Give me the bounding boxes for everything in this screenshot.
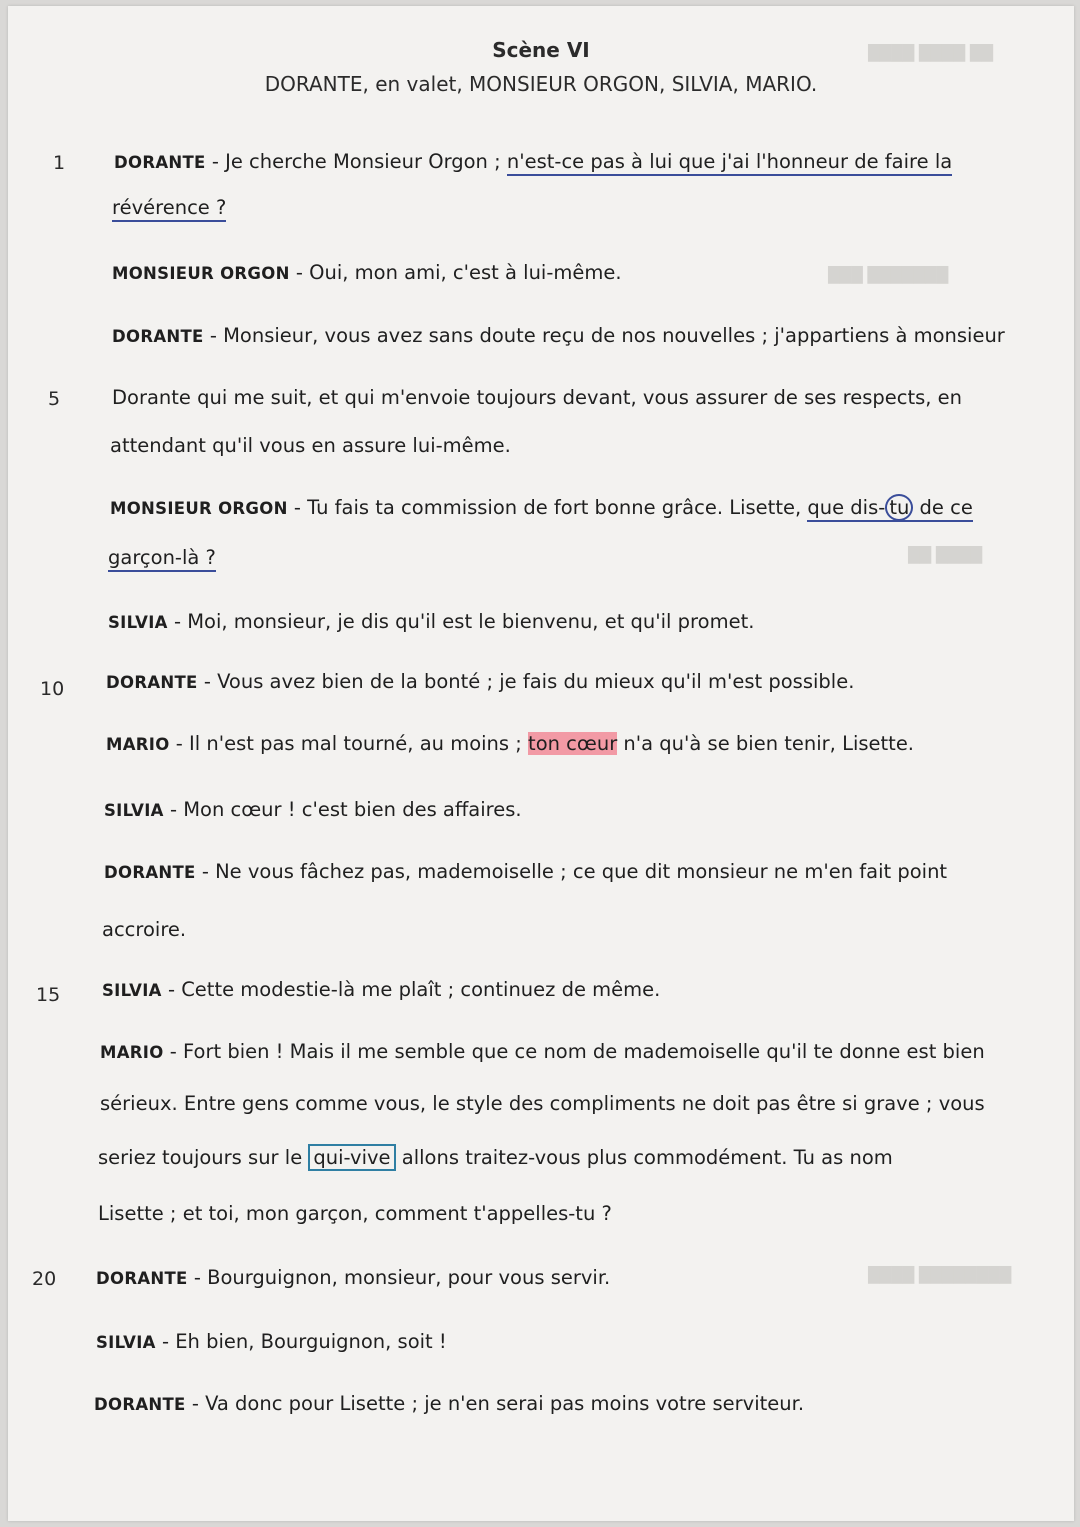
line-text: Ne vous fâchez pas, mademoiselle ; ce que dit monsieur ne m'en fait point <box>215 860 948 883</box>
text-line <box>104 798 522 821</box>
speaker-separator: - <box>167 610 188 633</box>
text-line <box>114 150 952 173</box>
line-text: sérieux. Entre gens comme vous, le style des compliments ne doit pas être si grave ; vous <box>100 1092 985 1115</box>
line-text: seriez toujours sur le <box>98 1146 309 1169</box>
speaker-separator: - <box>289 261 310 284</box>
boxed-word: qui-vive <box>308 1144 395 1171</box>
text-line <box>106 732 914 755</box>
line-text: Vous avez bien de la bonté ; je fais du mieux qu'il m'est possible. <box>217 670 855 693</box>
text-line <box>112 324 1005 347</box>
speaker-separator: - <box>205 150 226 173</box>
speaker-separator: - <box>163 798 184 821</box>
speaker-name: SILVIA <box>96 1333 156 1352</box>
line-text: Eh bien, Bourguignon, soit ! <box>175 1330 447 1353</box>
text-line <box>104 860 947 883</box>
scene-title: Scène VI <box>492 38 590 62</box>
line-number: 10 <box>40 678 65 700</box>
text-line <box>112 261 622 284</box>
line-number: 20 <box>32 1268 57 1290</box>
line-text: Cette modestie-là me plaît ; continuez de même. <box>181 978 661 1001</box>
text-line <box>110 434 511 457</box>
underlined-text <box>807 496 972 522</box>
text-line <box>98 1146 893 1169</box>
speaker-name: DORANTE <box>106 673 198 692</box>
line-text: Oui, mon ami, c'est à lui-même. <box>309 261 622 284</box>
line-text: n'a qu'à se bien tenir, Lisette. <box>617 732 915 755</box>
speaker-name: SILVIA <box>102 981 162 1000</box>
line-text: Tu fais ta commission de fort bonne grâce. Lisette, <box>307 496 808 519</box>
line-number: 1 <box>53 152 66 174</box>
speaker-name: DORANTE <box>94 1395 186 1414</box>
speaker-separator: - <box>197 670 218 693</box>
speaker-separator: - <box>169 732 189 755</box>
text-line <box>94 1392 804 1415</box>
line-text: Bourguignon, monsieur, pour vous servir. <box>207 1266 611 1289</box>
speaker-separator: - <box>185 1392 206 1415</box>
highlighted-text: ton cœur <box>528 732 618 755</box>
scene-characters: DORANTE, en valet, MONSIEUR ORGON, SILVIA, MARIO. <box>264 72 818 96</box>
line-text: allons traitez-vous plus commodément. Tu as nom <box>395 1146 893 1169</box>
text-line <box>108 546 216 569</box>
text-line <box>100 1040 985 1063</box>
text-line <box>96 1330 447 1353</box>
speaker-name: SILVIA <box>108 613 168 632</box>
line-text: Je cherche Monsieur Orgon ; <box>225 150 507 173</box>
bleed-through-text: ████ ████ ██ <box>868 44 993 62</box>
bleed-through-text: ██ ████ <box>908 546 982 564</box>
text-line <box>102 978 660 1001</box>
text-line <box>106 670 854 693</box>
line-text: Moi, monsieur, je dis qu'il est le bienvenu, et qu'il promet. <box>187 610 755 633</box>
speaker-separator: - <box>287 496 308 519</box>
underlined-part: de ce <box>913 496 973 519</box>
text-line <box>108 610 754 633</box>
underlined-part: que dis- <box>807 496 886 519</box>
speaker-name: DORANTE <box>112 327 204 346</box>
underlined-text: garçon-là ? <box>108 546 216 572</box>
line-text: accroire. <box>102 918 187 941</box>
text-line <box>110 496 973 519</box>
underlined-text: révérence ? <box>112 196 226 222</box>
bleed-through-text: ███ ███████ <box>828 266 949 284</box>
speaker-name: SILVIA <box>104 801 164 820</box>
text-line <box>112 196 226 219</box>
speaker-name: MONSIEUR ORGON <box>110 499 288 518</box>
underlined-text: n'est-ce pas à lui que j'ai l'honneur de faire la <box>507 150 952 176</box>
line-number: 15 <box>36 984 61 1006</box>
document-page <box>8 6 1074 1521</box>
text-line <box>98 1202 612 1225</box>
text-line <box>102 918 186 941</box>
line-text: Va donc pour Lisette ; je n'en serai pas moins votre serviteur. <box>205 1392 805 1415</box>
line-text: Mon cœur ! c'est bien des affaires. <box>183 798 522 821</box>
speaker-separator: - <box>203 324 224 347</box>
line-text: Fort bien ! Mais il me semble que ce nom de mademoiselle qu'il te donne est bien <box>183 1040 985 1063</box>
circled-word: tu <box>885 494 913 521</box>
speaker-name: DORANTE <box>114 153 206 172</box>
speaker-name: MONSIEUR ORGON <box>112 264 290 283</box>
line-text: Il n'est pas mal tourné, au moins ; <box>189 732 529 755</box>
speaker-separator: - <box>155 1330 176 1353</box>
speaker-name: MARIO <box>106 735 170 754</box>
line-number: 5 <box>48 388 61 410</box>
line-text: attendant qu'il vous en assure lui-même. <box>110 434 511 457</box>
speaker-separator: - <box>163 1040 183 1063</box>
text-line <box>112 386 962 409</box>
speaker-separator: - <box>195 860 216 883</box>
line-text: Monsieur, vous avez sans doute reçu de nos nouvelles ; j'appartiens à monsieur <box>223 324 1005 347</box>
speaker-name: DORANTE <box>104 863 196 882</box>
bleed-through-text: ████ ████████ <box>868 1266 1012 1284</box>
text-line <box>100 1092 985 1115</box>
speaker-name: MARIO <box>100 1043 164 1062</box>
speaker-name: DORANTE <box>96 1269 188 1288</box>
speaker-separator: - <box>161 978 182 1001</box>
line-text: Lisette ; et toi, mon garçon, comment t'appelles-tu ? <box>98 1202 612 1225</box>
line-text: Dorante qui me suit, et qui m'envoie toujours devant, vous assurer de ses respects, en <box>112 386 963 409</box>
text-line <box>96 1266 610 1289</box>
speaker-separator: - <box>187 1266 208 1289</box>
